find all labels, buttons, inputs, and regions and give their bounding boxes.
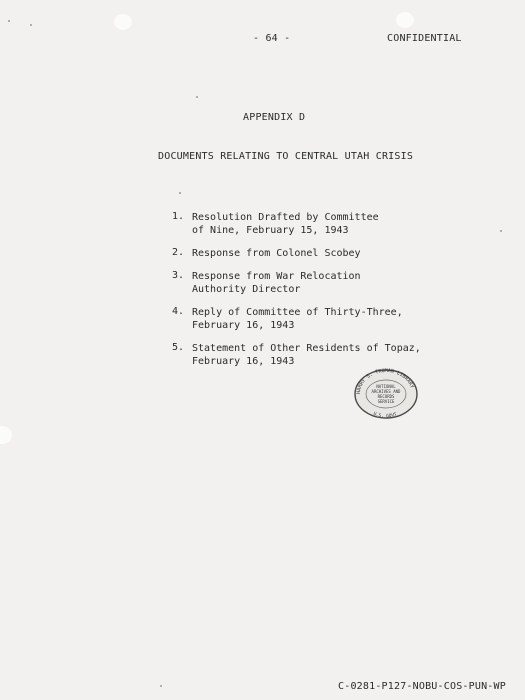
list-item: [172, 211, 421, 237]
library-stamp: [351, 368, 421, 420]
stamp-line: NATIONAL: [376, 384, 396, 389]
paper-speck: [160, 685, 162, 687]
paper-speck: [8, 20, 10, 22]
document-list: [172, 211, 421, 378]
stamp-line: ARCHIVES AND: [371, 389, 401, 394]
item-number: 1.: [172, 211, 185, 222]
paper-speck: [30, 24, 32, 26]
appendix-heading: APPENDIX D: [243, 112, 306, 123]
item-text: Response from War Relocation Authority Director: [192, 271, 361, 295]
item-text: Resolution Drafted by Committee of Nine, February 15, 1943: [192, 212, 379, 236]
document-title: DOCUMENTS RELATING TO CENTRAL UTAH CRISIS: [158, 151, 414, 162]
paper-speck: [196, 96, 198, 98]
item-number: 3.: [172, 270, 185, 281]
stamp-bottom-text: U.S. GOVT: [372, 411, 398, 420]
punch-hole: [114, 14, 132, 30]
punch-hole: [0, 426, 12, 444]
stamp-line: SERVICE: [377, 399, 395, 404]
classification-label: CONFIDENTIAL: [387, 33, 462, 44]
page-number: - 64 -: [253, 33, 291, 44]
footer-code: C-0281-P127-NOBU-COS-PUN-WP: [338, 681, 506, 692]
item-text: Reply of Committee of Thirty-Three, February 16, 1943: [192, 307, 403, 331]
list-item: [172, 247, 421, 260]
paper-speck: [179, 192, 181, 194]
list-item: [172, 342, 421, 368]
list-item: [172, 306, 421, 332]
stamp-ring-text: HARRY S. TRUMAN LIBRARY: [355, 368, 415, 395]
item-number: 4.: [172, 306, 185, 317]
punch-hole: [396, 12, 414, 28]
paper-speck: [500, 230, 502, 232]
item-text: Statement of Other Residents of Topaz, February 16, 1943: [192, 343, 421, 367]
item-number: 5.: [172, 342, 185, 353]
list-item: [172, 270, 421, 296]
item-text: Response from Colonel Scobey: [192, 248, 361, 259]
stamp-line: RECORDS: [377, 394, 395, 399]
item-number: 2.: [172, 247, 185, 258]
